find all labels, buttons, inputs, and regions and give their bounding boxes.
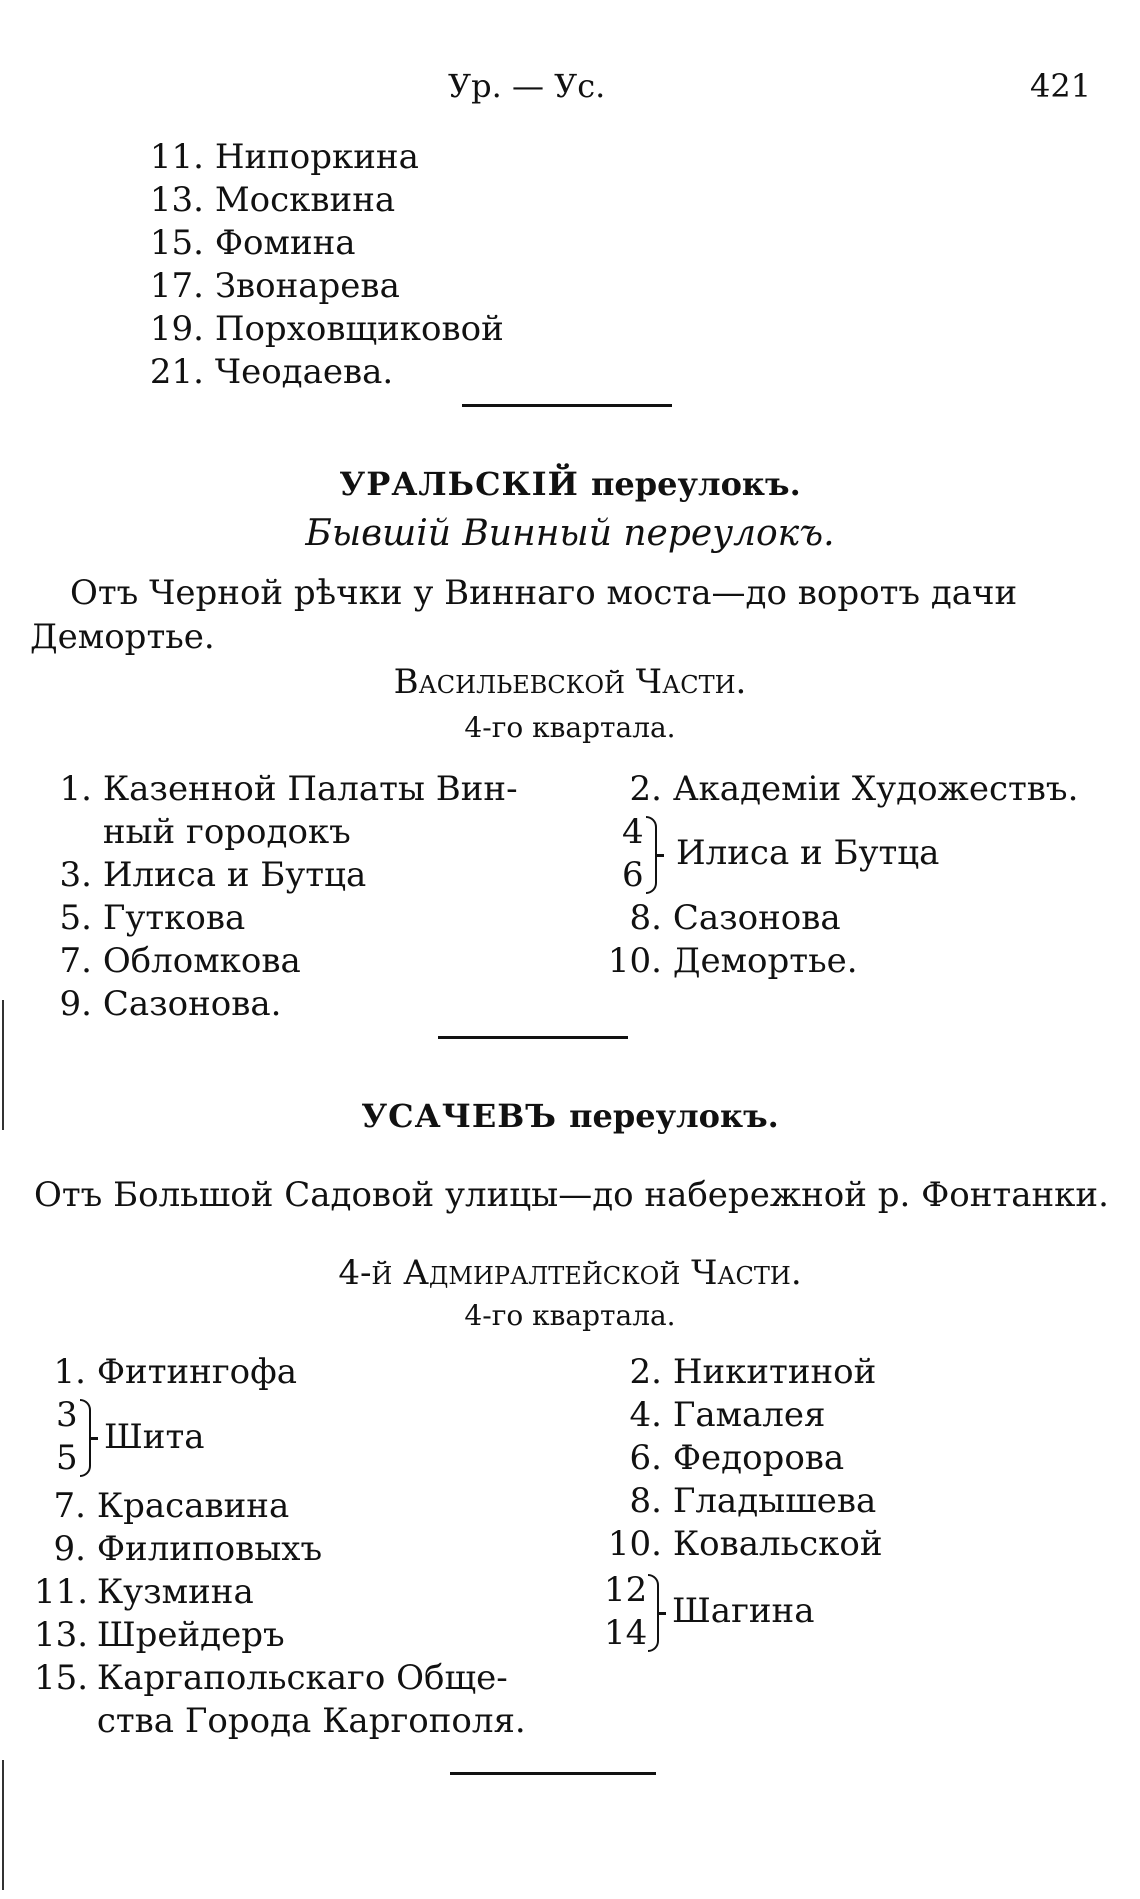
house-entry: 7. Обломкова	[59, 941, 301, 981]
house-entry: 11. Кузмина	[34, 1572, 254, 1612]
street-description: Отъ Черной рѣчки у Виннаго моста—до воротъ дачи	[70, 573, 1018, 613]
house-entry: 1. Казенной Палаты Вин-	[59, 769, 518, 809]
house-number: 5	[56, 1438, 78, 1478]
house-entry: 2. Академіи Художествъ.	[629, 769, 1079, 809]
house-entry: 9. Филиповыхъ	[53, 1529, 323, 1569]
scan-edge-mark	[2, 1760, 4, 1890]
street-description: Отъ Большой Садовой улицы—до набережной р. Фонтанки.	[34, 1175, 1109, 1215]
section-divider	[450, 1772, 656, 1775]
house-entry: ный городокъ	[102, 812, 351, 852]
page-number: 421	[1030, 67, 1092, 105]
list-item: 19. Порховщиковой	[149, 309, 504, 349]
house-entry: 5. Гуткова	[59, 898, 246, 938]
brace-bracket	[80, 1399, 91, 1477]
district-heading: Васильевской Части.	[393, 662, 747, 702]
quarter-heading: 4-го квартала.	[464, 1299, 676, 1332]
list-item: 15. Фомина	[149, 223, 356, 263]
brace-bracket	[648, 1574, 659, 1652]
list-item: 11. Нипоркина	[149, 137, 419, 177]
house-entry: 3. Илиса и Бутца	[59, 855, 367, 895]
running-title: Ур. — Ус.	[448, 67, 606, 105]
house-entry: 13. Шрейдеръ	[34, 1615, 285, 1655]
house-number: 6	[622, 855, 644, 895]
section-divider	[438, 1036, 628, 1039]
list-item: 21. Чеодаева.	[149, 352, 394, 392]
street-description-cont: Демортье.	[30, 617, 215, 657]
list-item: 13. Москвина	[149, 180, 396, 220]
list-item: 17. Звонарева	[149, 266, 400, 306]
street-title: УРАЛЬСКІЙ переулокъ.	[339, 465, 801, 503]
house-entry: 9. Сазонова.	[59, 984, 282, 1024]
district-heading: 4-й Адмиралтейской Части.	[338, 1253, 802, 1293]
house-entry: ства Города Каргополя.	[96, 1701, 526, 1741]
house-entry: 10. Ковальской	[607, 1524, 883, 1564]
house-entry: 7. Красавина	[53, 1486, 290, 1526]
house-entry: Илиса и Бутца	[676, 833, 940, 873]
section-divider	[462, 404, 672, 407]
house-entry: Шагина	[672, 1591, 815, 1631]
house-number: 4	[622, 812, 644, 852]
house-entry: 2. Никитиной	[629, 1352, 877, 1392]
street-subtitle: Бывшій Винный переулокъ.	[305, 513, 835, 554]
house-entry: Шита	[104, 1417, 205, 1457]
house-entry: 1. Фитингофа	[53, 1352, 297, 1392]
street-title: УСАЧЕВЪ переулокъ.	[361, 1097, 779, 1135]
house-number: 14	[604, 1613, 648, 1653]
quarter-heading: 4-го квартала.	[464, 711, 676, 744]
house-entry: 8. Сазонова	[629, 898, 841, 938]
house-entry: 8. Гладышева	[629, 1481, 877, 1521]
brace-bracket	[646, 816, 657, 894]
house-entry: 4. Гамалея	[629, 1395, 826, 1435]
house-entry: 6. Федорова	[629, 1438, 845, 1478]
house-number: 3	[56, 1395, 78, 1435]
house-number: 12	[604, 1570, 648, 1610]
house-entry: 15. Каргапольскаго Обще-	[34, 1658, 508, 1698]
house-entry: 10. Демортье.	[607, 941, 858, 981]
